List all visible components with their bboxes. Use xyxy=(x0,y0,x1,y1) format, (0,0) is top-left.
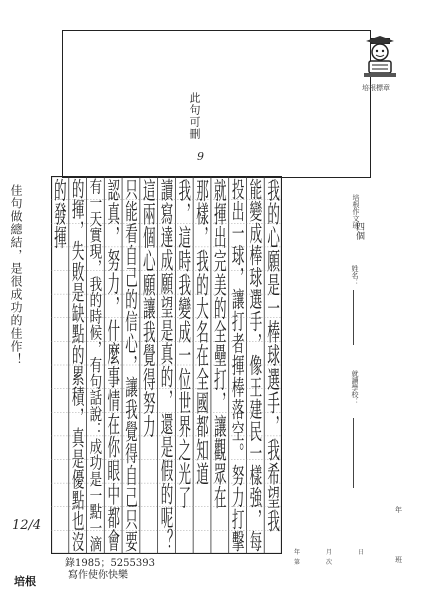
teacher-signature: 9 xyxy=(197,150,204,163)
essay-column: 能變成棒球選手，像王建民一樣強，每 xyxy=(247,178,263,391)
page-labels: 第次 xyxy=(294,559,359,566)
essay-column: 讀寫達成願望是真的，還是假的呢？ xyxy=(159,178,174,378)
scholar-mascot-icon xyxy=(360,36,400,78)
score-mark: 12/4 xyxy=(12,518,42,533)
footer-slogan: 寫作使你快樂 xyxy=(68,570,128,581)
essay-grid xyxy=(51,176,282,554)
essay-column: 就揮出完美的全壘打，讓觀眾在 xyxy=(212,178,228,353)
essay-column: 的揮，失敗是缺點的累積，真是優點也沒 xyxy=(70,178,86,403)
essay-column: 認真，努力，什麼事情在你眼中都會 xyxy=(105,178,121,378)
teacher-comment-text: 此句可刪 xyxy=(188,92,201,140)
essay-column: 有一天實現，我的時候，有句話說：成功是一點一滴 xyxy=(87,178,103,466)
essay-column: 的發揮 xyxy=(52,178,68,216)
essay-column: 我的心願是一棒球選手，我希望我 xyxy=(265,178,281,366)
school-label: 就讀學校： xyxy=(351,370,359,405)
date-labels: 年月日 xyxy=(294,549,391,556)
name-line xyxy=(353,290,354,345)
essay-class-label: 培根作文班 xyxy=(352,194,360,229)
essay-column: 那樣，我的大名在全國都知道 xyxy=(194,178,210,341)
essay-column: 我，這時我變成一位世界之光了 xyxy=(176,178,192,353)
teacher-comment-box xyxy=(62,30,371,178)
footer-brand: 培根 xyxy=(14,575,36,588)
class-label: 班 xyxy=(395,556,402,564)
essay-column: 只能看自己的信心，讓我覺得自己只要 xyxy=(123,178,139,391)
footer-phone: 錄1985；5255393 xyxy=(65,558,155,569)
essay-column: 投出一球，讓打者揮棒落空。努力打擊 xyxy=(230,178,246,391)
essay-number: 四個 xyxy=(354,222,364,240)
school-line xyxy=(353,418,354,488)
essay-column: 這兩個心願讓我覺得努力 xyxy=(141,178,157,316)
logo-caption: 培根標章 xyxy=(362,84,390,92)
name-label: 姓名： xyxy=(351,265,359,286)
grade-label: 年 xyxy=(395,506,402,514)
teacher-annotation: 佳句做總結，是很成功的佳作！ xyxy=(9,184,23,366)
